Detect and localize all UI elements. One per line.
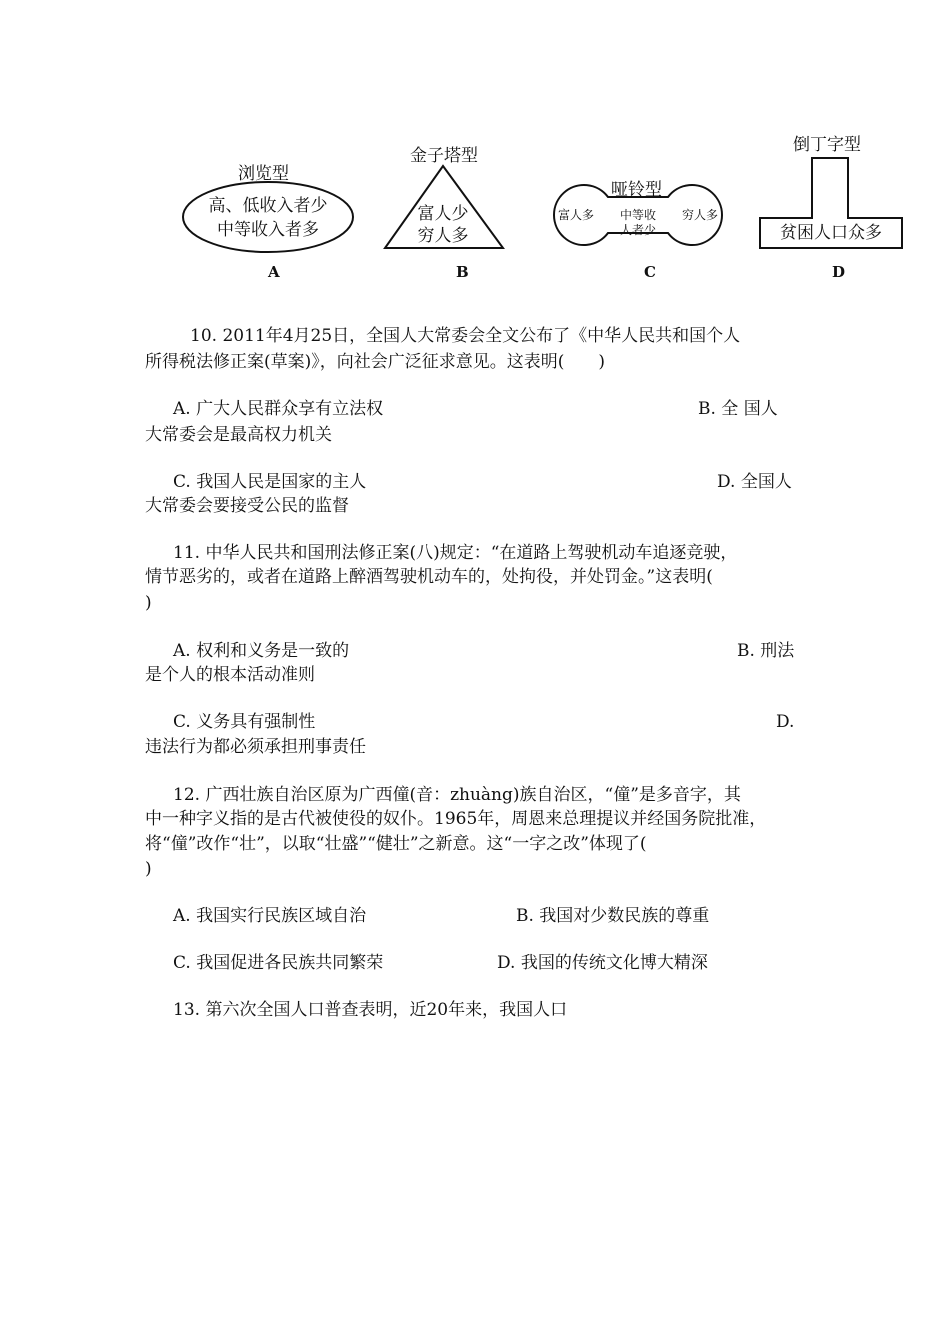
figure-c-title: 哑铃型	[611, 180, 662, 200]
figure-d-base: 贫困人口众多	[780, 223, 882, 243]
q11-stem-line3: )	[145, 593, 152, 613]
q11-stem-line1: 11. 中华人民共和国刑法修正案(八)规定：“在道路上驾驶机动车追逐竞驶，	[173, 543, 738, 563]
q12-stem-line4: )	[145, 859, 152, 879]
figure-c-right: 穷人多	[681, 208, 718, 222]
figure-b-line1: 富人少	[417, 204, 469, 224]
figure-b-title: 金子塔型	[410, 146, 478, 166]
income-distribution-figure	[0, 0, 950, 300]
figure-a-line1: 高、低收入者少	[208, 196, 328, 216]
figure-c-letter: C	[644, 263, 656, 281]
figure-b-line2: 穷人多	[417, 226, 469, 246]
q12-option-c: C. 我国促进各民族共同繁荣	[173, 953, 384, 973]
figure-c-mid2: 人者少	[619, 223, 656, 237]
q10-option-d-end: 大常委会要接受公民的监督	[145, 496, 349, 516]
q12-option-a: A. 我国实行民族区域自治	[173, 906, 367, 926]
q12-stem-line2: 中一种字义指的是古代被使役的奴仆。1965年，周恩来总理提议并经国务院批准，	[145, 809, 767, 829]
q12-option-b: B. 我国对少数民族的尊重	[516, 906, 710, 926]
q11-option-b-end: 是个人的根本活动准则	[145, 665, 315, 685]
figure-a-line2: 中等收入者多	[217, 220, 319, 240]
figure-c-left: 富人多	[557, 208, 594, 222]
q12-stem-line1: 12. 广西壮族自治区原为广西僮(音：zhuàng)族自治区，“僮”是多音字，其	[173, 785, 741, 805]
figure-d-letter: D	[832, 263, 846, 281]
q10-stem-line2: 所得税法修正案(草案)》，向社会广泛征求意见。这表明( )	[145, 352, 606, 372]
q11-option-a: A. 权利和义务是一致的	[173, 641, 350, 661]
q10-stem-line1: 10. 2011年4月25日，全国人大常委会全文公布了《中华人民共和国个人	[190, 326, 741, 346]
q11-stem-line2: 情节恶劣的，或者在道路上醉酒驾驶机动车的，处拘役，并处罚金。”这表明(	[145, 567, 713, 587]
q10-option-c: C. 我国人民是国家的主人	[173, 472, 367, 492]
q10-option-b-start: B. 全 国人	[698, 399, 778, 419]
figure-a-title: 浏览型	[238, 164, 289, 184]
q11-option-c: C. 义务具有强制性	[173, 712, 316, 732]
figure-a-letter: A	[268, 263, 280, 281]
figure-b-letter: B	[456, 263, 469, 281]
q10-option-b-end: 大常委会是最高权力机关	[145, 425, 332, 445]
figure-c-mid1: 中等收	[619, 208, 656, 222]
figure-d-title: 倒丁字型	[793, 135, 861, 155]
q12-stem-line3: 将“僮”改作“壮”，以取“壮盛”“健壮”之新意。这“一字之改”体现了(	[145, 834, 647, 854]
q11-option-d-end: 违法行为都必须承担刑事责任	[145, 737, 366, 757]
q11-option-b-start: B. 刑法	[737, 641, 795, 661]
q10-option-d-start: D. 全国人	[717, 472, 792, 492]
q13-stem-line1: 13. 第六次全国人口普查表明，近20年来，我国人口	[173, 1000, 568, 1020]
q12-option-d: D. 我国的传统文化博大精深	[497, 953, 708, 973]
q10-option-a: A. 广大人民群众享有立法权	[173, 399, 384, 419]
q11-option-d-start: D.	[776, 712, 795, 732]
